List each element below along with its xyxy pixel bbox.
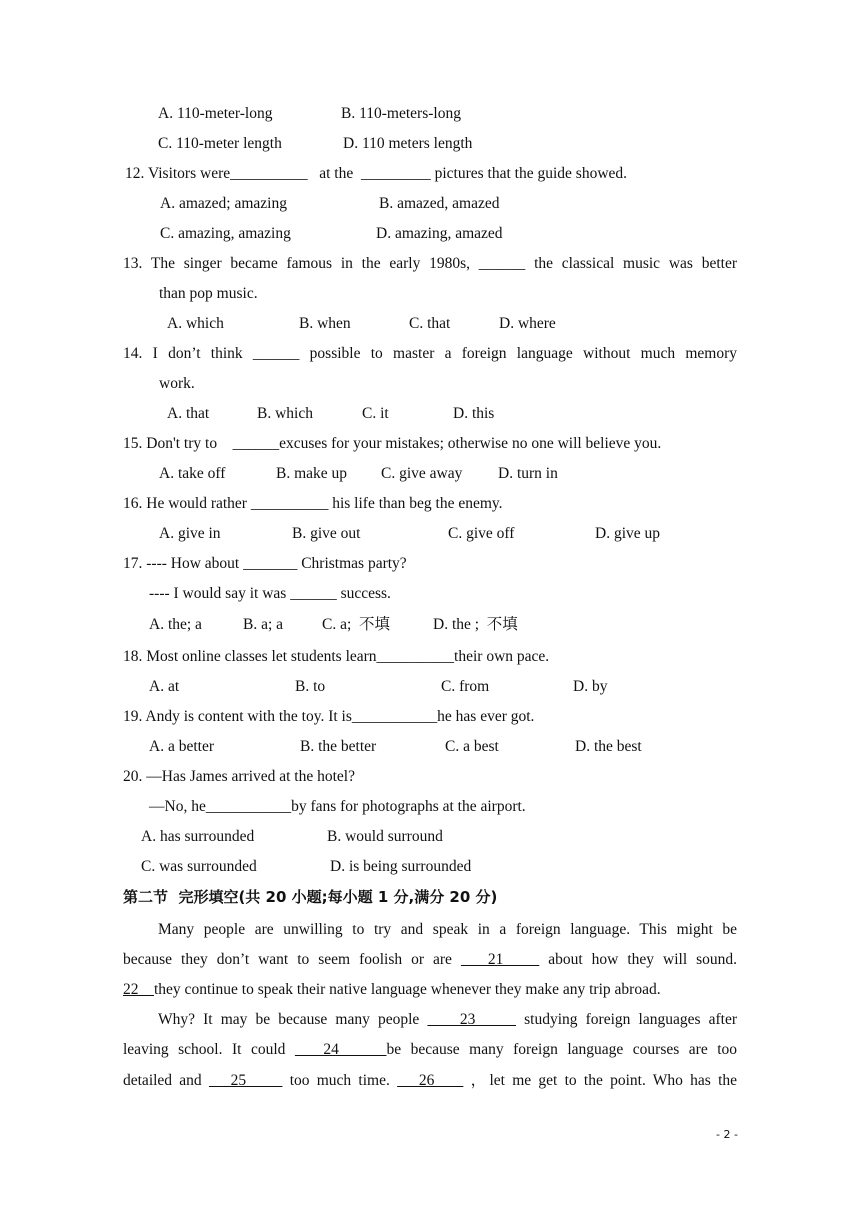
q19-option-b: B. the better	[300, 738, 377, 755]
passage-line-6	[123, 1071, 737, 1091]
q14-option-d: D. this	[453, 405, 495, 422]
q20-option-a: A. has surrounded	[141, 828, 255, 845]
q17-option-d: D. the ; 不填	[433, 616, 518, 633]
q16-option-a: A. give in	[159, 525, 221, 542]
passage-text: leaving school. It could	[123, 1041, 286, 1058]
q13-option-a: A. which	[167, 315, 224, 332]
passage-text: too much time.	[289, 1072, 390, 1089]
q18-stem: 18. Most online classes let students learn__________their own pace.	[123, 648, 550, 665]
blank-22: 22	[123, 981, 154, 998]
q11-option-a: A. 110-meter-long	[158, 105, 273, 122]
q17-stem-cont: ---- I would say it was ______ success.	[149, 585, 391, 602]
q14-option-a: A. that	[167, 405, 210, 422]
passage-text: about how they will sound.	[548, 951, 738, 968]
q16-option-d: D. give up	[595, 525, 661, 542]
q17-option-b: B. a; a	[243, 616, 284, 633]
q17-option-a: A. the; a	[149, 616, 202, 633]
passage-line-3	[123, 980, 661, 1000]
q19-stem: 19. Andy is content with the toy. It is___________he has ever got.	[123, 708, 535, 725]
q16-stem: 16. He would rather __________ his life than beg the enemy.	[123, 495, 503, 512]
passage-text: detailed and	[123, 1072, 202, 1089]
q18-option-a: A. at	[149, 678, 180, 695]
q12-option-d: D. amazing, amazed	[376, 225, 503, 242]
q11-option-d: D. 110 meters length	[343, 135, 473, 152]
q13-stem-cont: than pop music.	[159, 285, 258, 302]
q13-option-d: D. where	[499, 315, 556, 332]
q16-option-b: B. give out	[292, 525, 361, 542]
q19-option-d: D. the best	[575, 738, 642, 755]
q14-option-b: B. which	[257, 405, 313, 422]
q14-stem: 14. I don’t think ______ possible to master a foreign language without much memory	[123, 345, 737, 362]
q13-option-c: C. that	[409, 315, 451, 332]
blank-23: 23	[427, 1011, 516, 1028]
q20-stem: 20. —Has James arrived at the hotel?	[123, 768, 355, 785]
q15-stem: 15. Don't try to ______excuses for your mistakes; otherwise no one will believe you.	[123, 435, 662, 452]
q18-option-b: B. to	[295, 678, 326, 695]
passage-text: studying foreign languages after	[524, 1011, 737, 1028]
q15-option-a: A. take off	[159, 465, 226, 482]
q20-stem-cont: —No, he___________by fans for photographs at the airport.	[149, 798, 526, 815]
q12-option-b: B. amazed, amazed	[379, 195, 500, 212]
q15-option-b: B. make up	[276, 465, 348, 482]
q12-stem: 12. Visitors were__________ at the _________ pictures that the guide showed.	[125, 165, 628, 182]
q13-option-b: B. when	[299, 315, 351, 332]
q19-option-c: C. a best	[445, 738, 499, 755]
passage-line-5	[123, 1040, 737, 1060]
section-2-title: 第二节 完形填空(共 20 小题;每小题 1 分,满分 20 分)	[123, 888, 498, 906]
q17-option-c: C. a; 不填	[322, 616, 391, 633]
page-number: - 2 -	[716, 1128, 738, 1141]
passage-text: ，let me get to the point. Who has the	[470, 1072, 738, 1089]
q14-stem-cont: work.	[159, 375, 195, 392]
q11-option-c: C. 110-meter length	[158, 135, 282, 152]
q16-option-c: C. give off	[448, 525, 515, 542]
q18-option-c: C. from	[441, 678, 490, 695]
passage-line-4	[158, 1010, 737, 1030]
blank-21: 21	[460, 951, 540, 968]
passage-line-1: Many people are unwilling to try and speak in a foreign language. This might be	[158, 921, 737, 938]
q12-option-a: A. amazed; amazing	[160, 195, 287, 212]
q15-option-c: C. give away	[381, 465, 463, 482]
blank-24: 24	[294, 1041, 387, 1058]
q18-option-d: D. by	[573, 678, 608, 695]
blank-25: 25	[208, 1072, 283, 1089]
q17-stem: 17. ---- How about _______ Christmas party?	[123, 555, 407, 572]
q15-option-d: D. turn in	[498, 465, 558, 482]
q20-option-c: C. was surrounded	[141, 858, 257, 875]
q19-option-a: A. a better	[149, 738, 214, 755]
q11-option-b: B. 110-meters-long	[341, 105, 461, 122]
q13-stem: 13. The singer became famous in the early 1980s, ______ the classical music was better	[123, 255, 737, 272]
passage-text: they continue to speak their native language whenever they make any trip abroad.	[154, 981, 661, 998]
passage-line-2	[123, 950, 737, 970]
q14-option-c: C. it	[362, 405, 389, 422]
passage-text: be because many foreign language courses are too	[386, 1041, 738, 1058]
blank-26: 26	[397, 1072, 464, 1089]
passage-text: because they don’t want to seem foolish or are	[123, 951, 452, 968]
passage-text: Why? It may be because many people	[158, 1011, 420, 1028]
q12-option-c: C. amazing, amazing	[160, 225, 291, 242]
q20-option-d: D. is being surrounded	[330, 858, 472, 875]
q20-option-b: B. would surround	[327, 828, 443, 845]
